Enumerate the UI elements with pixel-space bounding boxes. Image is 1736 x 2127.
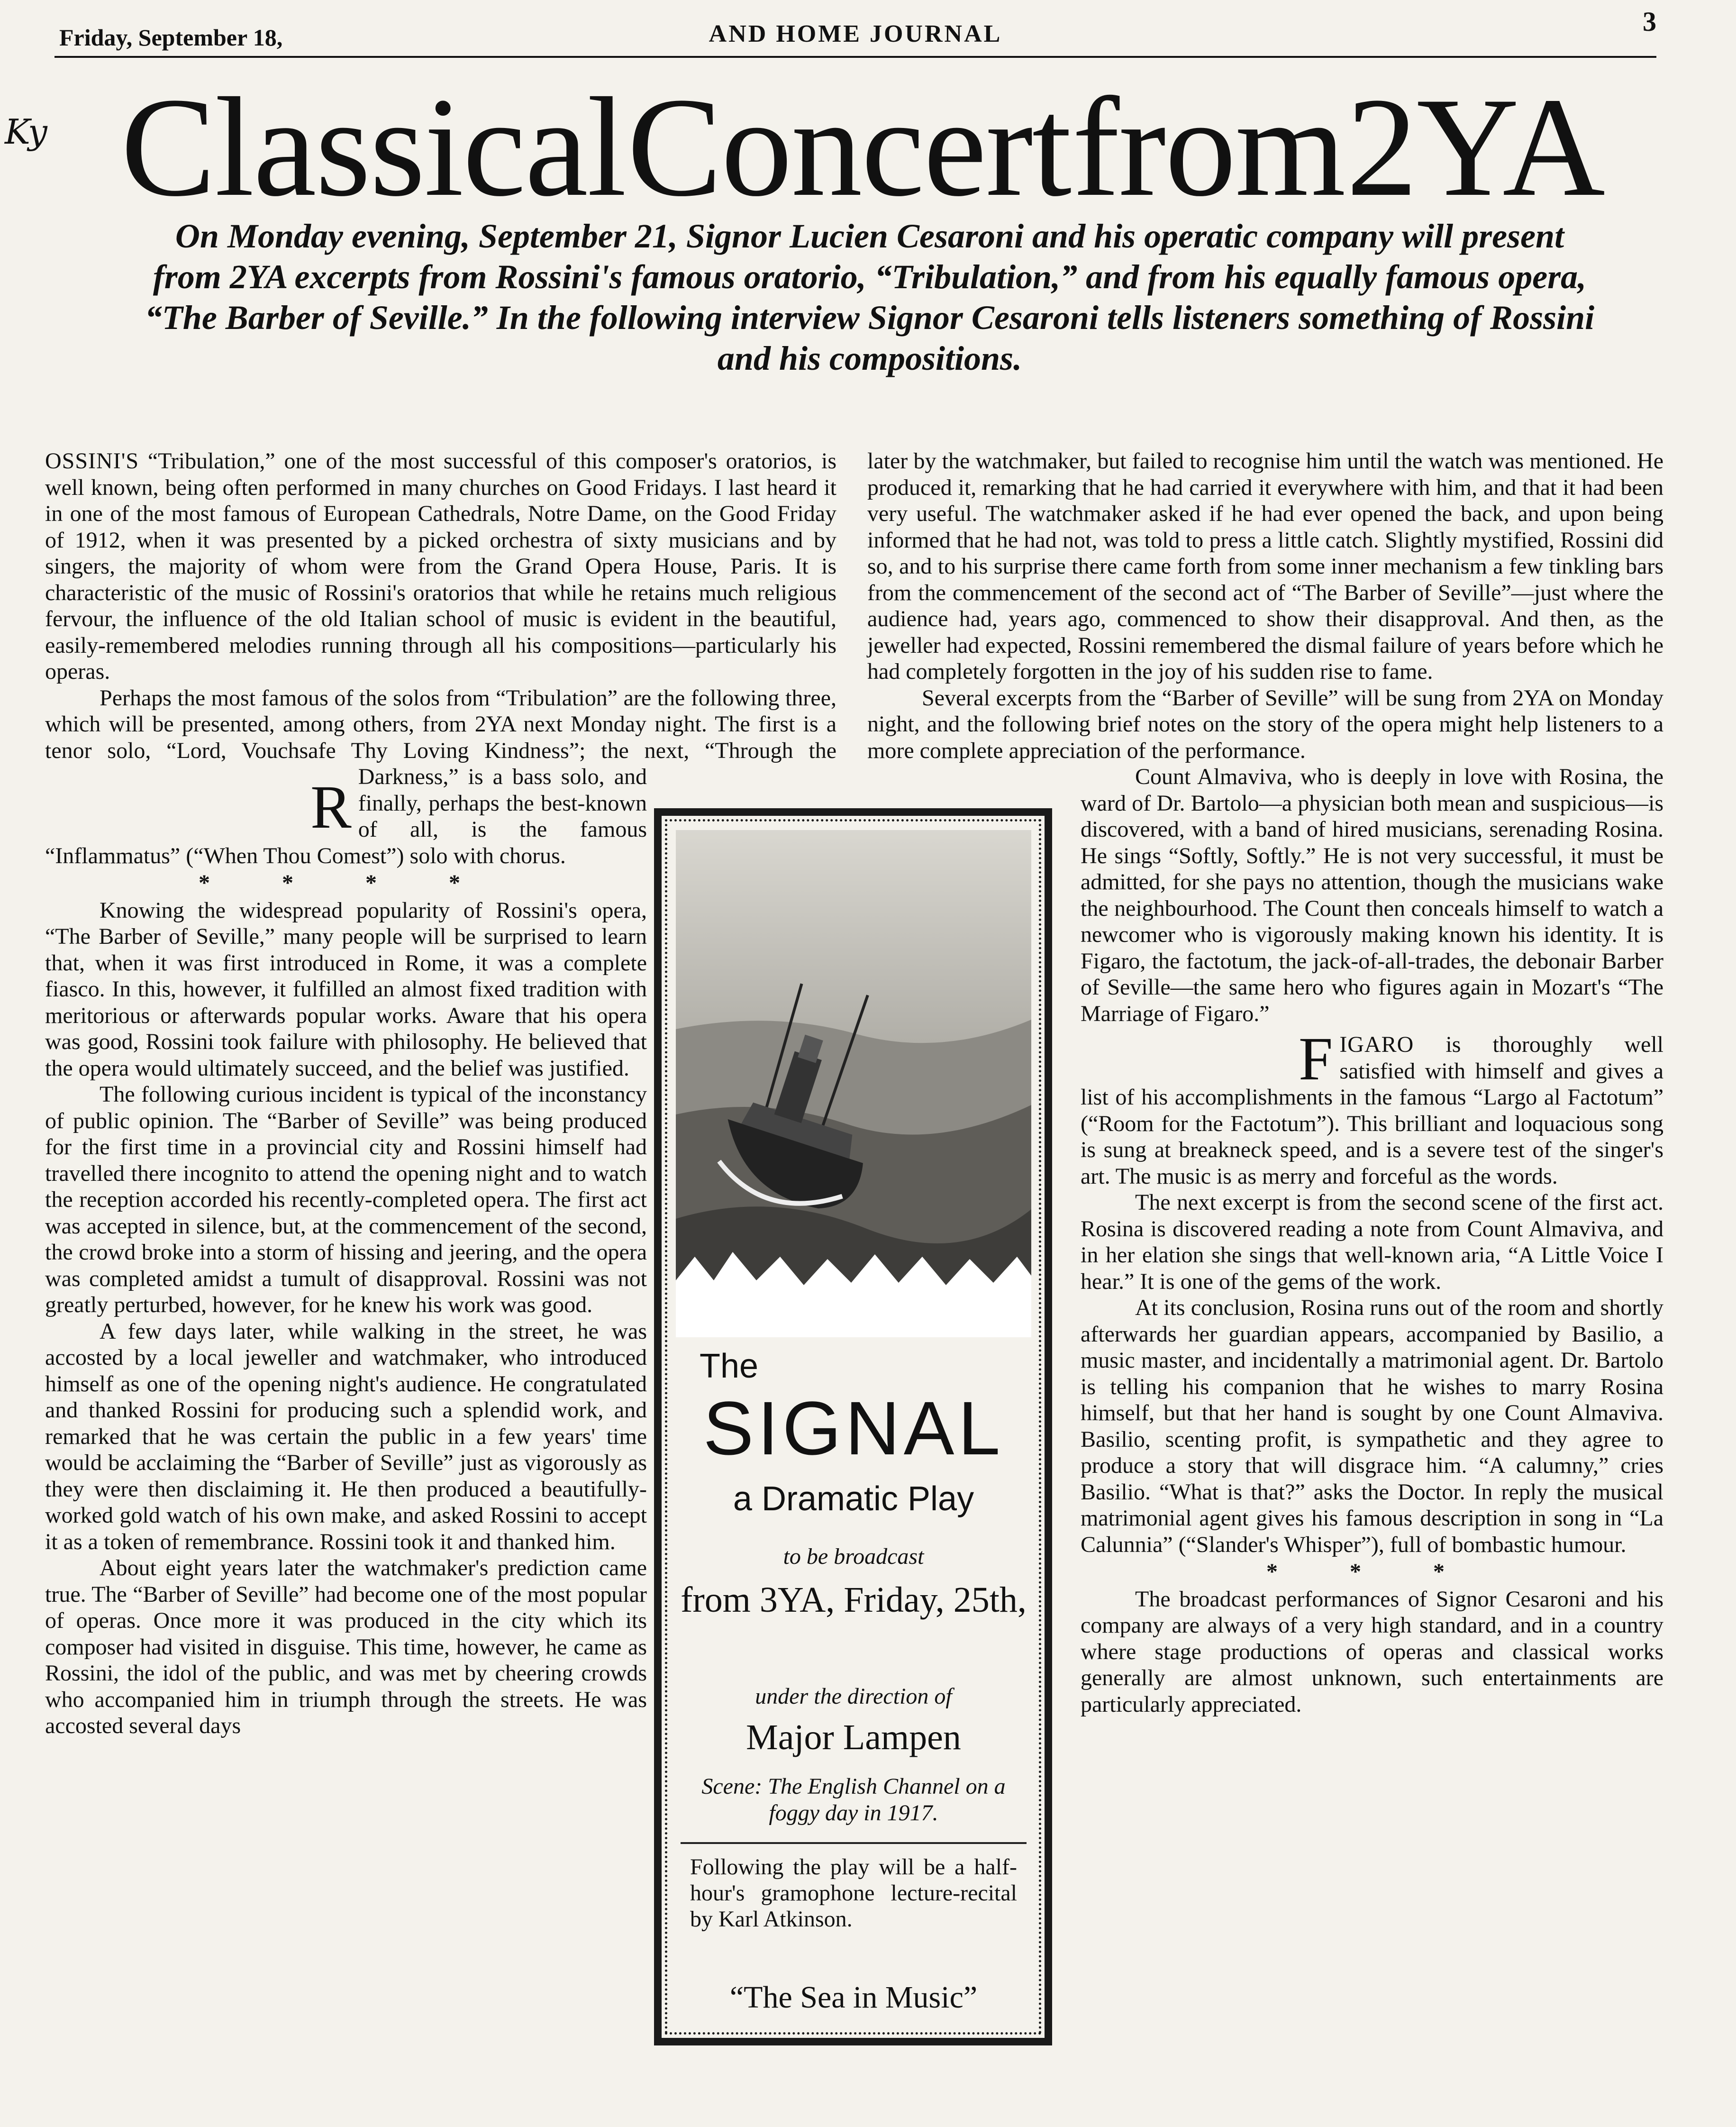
- article-paragraph: A few days later, while walking in the street, he was accosted by a local jeweller and watchmaker, who introduced himself as one of the opening night's audience. He congratulated and thanked Rossini for producing such a splendid work, and remarked that he was certain the public in a few years' time would be acclaiming the “Barber of Seville” just as vigorously as they were then disclaiming it. He then produced a beautifully-worked gold watch of his own make, and asked Rossini to accept it as a token of remembrance. Rossini took it and thanked him.: [45, 1318, 647, 1554]
- ad-lecture-title: “The Sea in Music”: [729, 1980, 978, 2015]
- drop-cap: R: [310, 773, 352, 841]
- deck-intro: On Monday evening, September 21, Signor Lucien Cesaroni and his operatic company will present from 2YA excerpts from Rossini's famous oratorio, “Tribulation,” and from his equally famous opera, “The Barber of Seville.” In the following interview Signor Cesaroni tells listeners something of Rossini and his compositions.: [145, 217, 1595, 377]
- headline-word: 2YA: [1346, 68, 1604, 226]
- headline: [121, 68, 1604, 226]
- lead-word: OSSINI'S: [45, 448, 139, 474]
- page-header: [55, 0, 1656, 58]
- ad-director: Major Lampen: [746, 1717, 961, 1757]
- article-paragraph: Count Almaviva, who is deeply in love with Rosina, the ward of Dr. Bartolo—a physician both mean and suspicious—is discovered, with a band of hired musicians, serenading Rosina. He sings “Softly, Softly.” He is not very successful, it must be admitted, for she pays no attention, though the musicians wake the neighbourhood. The Count then conceals himself to watch a newcomer who is vigorously making known his identity. It is Figaro, the factotum, the jack-of-all-trades, the debonair Barber of Seville—the same hero who figures again in Mozart's “The Marriage of Figaro.”: [1081, 764, 1663, 1026]
- lead-word: IGARO: [1339, 1032, 1414, 1057]
- margin-mark: Ky: [5, 112, 47, 152]
- article-paragraph: At its conclusion, Rosina runs out of the room and shortly afterwards her guardian appears, accompanied by Basilio, a music master, and incidentally a matrimonial agent. Dr. Bartolo is telling his companion that he wishes to marry Rosina himself, but that her hand is sought by one Count Almaviva. Basilio, scenting profit, is sympathetic and they agree to produce a story that will disgrace him. “A calumny,” cries Basilio. “What is that?” asks the Doctor. In reply the musical matrimonial agent gives his famous description in song in “La Calunnia” (“Slander's Whisper”), full of bombastic humour.: [1081, 1295, 1663, 1557]
- ad-following: Following the play will be a half-hour's gramophone lecture-recital by Karl Atkinson.: [690, 1854, 1017, 1932]
- ad-divider: [681, 1842, 1027, 1844]
- article-paragraph: The broadcast performances of Signor Cesaroni and his company are always of a very high standard, and in a country where stage productions of operas and classical works generally are almost unknown, such entertainments are particularly appreciated.: [1081, 1586, 1663, 1717]
- ad-broadcast-note: to be broadcast: [783, 1544, 924, 1569]
- paragraph-text: “Tribulation,” one of the most successful of this composer's oratorios, is well known, being often performed in many churches on Good Fridays. I last heard it in one of the most famous of European Cathedrals, Notre Dame, on the Good Friday of 1912, when it was presented by a picked orchestra of sixty musicians and by singers, the majority of whom were from the Grand Opera House, Paris. It is characteristic of the music of Rossini's oratorios that while he retains much religious fervour, the influence of the old Italian school of music is evident in the beautiful, easily-remembered melodies running through all his compositions—particularly his operas.: [45, 448, 836, 684]
- headline-word: Classical: [121, 68, 626, 226]
- ad-scene: Scene: The English Channel on a foggy day in 1917.: [701, 1774, 1006, 1826]
- ad-station: from 3YA, Friday, 25th,: [681, 1580, 1027, 1620]
- headline-word: from: [1072, 68, 1345, 226]
- article-paragraph: About eight years later the watchmaker's prediction came true. The “Barber of Seville” had become one of the most popular of operas. Once more it was produced in the city which its composer had visited in disguise. This time, however, he came as Rossini, the idol of the public, and was met by cheering crowds who accompanied him in triumph through the streets. He was accosted several days: [45, 1555, 647, 1738]
- page-number: 3: [1643, 6, 1656, 37]
- ship-at-sea-illustration: [676, 830, 1031, 1337]
- section-break: * * * *: [199, 870, 493, 895]
- journal-name: AND HOME JOURNAL: [709, 20, 1002, 47]
- issue-date: Friday, September 18,: [59, 24, 283, 51]
- headline-word: Concert: [627, 68, 1071, 226]
- drop-cap: F: [1299, 1025, 1333, 1093]
- article-paragraph: Several excerpts from the “Barber of Seville” will be sung from 2YA on Monday night, and the following brief notes on the story of the opera might help listeners to a more complete appreciation of the performance.: [867, 685, 1663, 763]
- article-paragraph: later by the watchmaker, but failed to recognise him until the watch was mentioned. He produced it, remarking that he had carried it everywhere with him, and that it had been very useful. The watchmaker asked if he had ever opened the back, and upon being informed that he had not, was told to press a little catch. Slightly mystified, Rossini did so, and to his surprise there came forth from some inner mechanism a few tinkling bars from the commencement of the second act of “The Barber of Seville”—just where the audience had, years ago, commenced to show their disapproval. And then, as the jeweller had expected, Rossini remembered the dismal failure of years before which he had completely forgotten in the joy of his sudden rise to fame.: [867, 448, 1663, 684]
- signal-play-ad: [654, 808, 1052, 2045]
- article-paragraph: The next excerpt is from the second scene of the first act. Rosina is discovered reading a note from Count Almaviva, and in her elation she sings that well-known aria, “A Little Voice I hear.” It is one of the gems of the work.: [1081, 1190, 1663, 1294]
- ad-subtitle: a Dramatic Play: [733, 1480, 974, 1518]
- article-paragraph: Knowing the widespread popularity of Rossini's opera, “The Barber of Seville,” many people will be surprised to learn that, when it was first introduced in Rome, it was a complete fiasco. In this, however, it fulfilled an almost fixed tradition with meritorious or afterwards popular works. Aware that his opera was good, Rossini took failure with philosophy. He believed that the opera would ultimately succeed, and the belief was justified.: [45, 897, 647, 1081]
- article-paragraph: The following curious incident is typical of the inconstancy of public opinion. The “Barber of Seville” was being produced for the first time in a provincial city and Rossini himself had travelled there incognito to attend the opening night and to watch the reception accorded his recently-completed opera. The first act was accepted in silence, but, at the commencement of the second, the crowd broke into a storm of hissing and jeering, and the opera was completed amidst a tumult of disapproval. Rossini was not greatly perturbed, however, for he knew his work was good.: [45, 1082, 647, 1317]
- ad-title: SIGNAL: [703, 1386, 1004, 1470]
- section-break: * * *: [1266, 1559, 1478, 1584]
- ad-direction-note: under the direction of: [755, 1684, 952, 1709]
- paragraph-text: is thoroughly well satisfied with himself and gives a list of his accomplishments in the famous “Largo al Factotum” (“Room for the Factotum”). This brilliant and loquacious song is sung at breakneck speed, and is a severe test of the singer's art. The music is as merry and forceful as the words.: [1081, 1032, 1663, 1189]
- article-paragraph: Perhaps the most famous of the solos from “Tribulation” are the following three, which will be presented, among others, from 2YA next Monday night. The first is a tenor solo, “Lord, Vouchsafe Thy Loving Kindness”; the next, “Through the Darkness,” is a bass solo, and finally, perhaps the best-known of all, is the famous “Inflammatus” (“When Thou Comest”) solo with chorus.: [45, 685, 836, 868]
- ad-the: The: [700, 1347, 759, 1385]
